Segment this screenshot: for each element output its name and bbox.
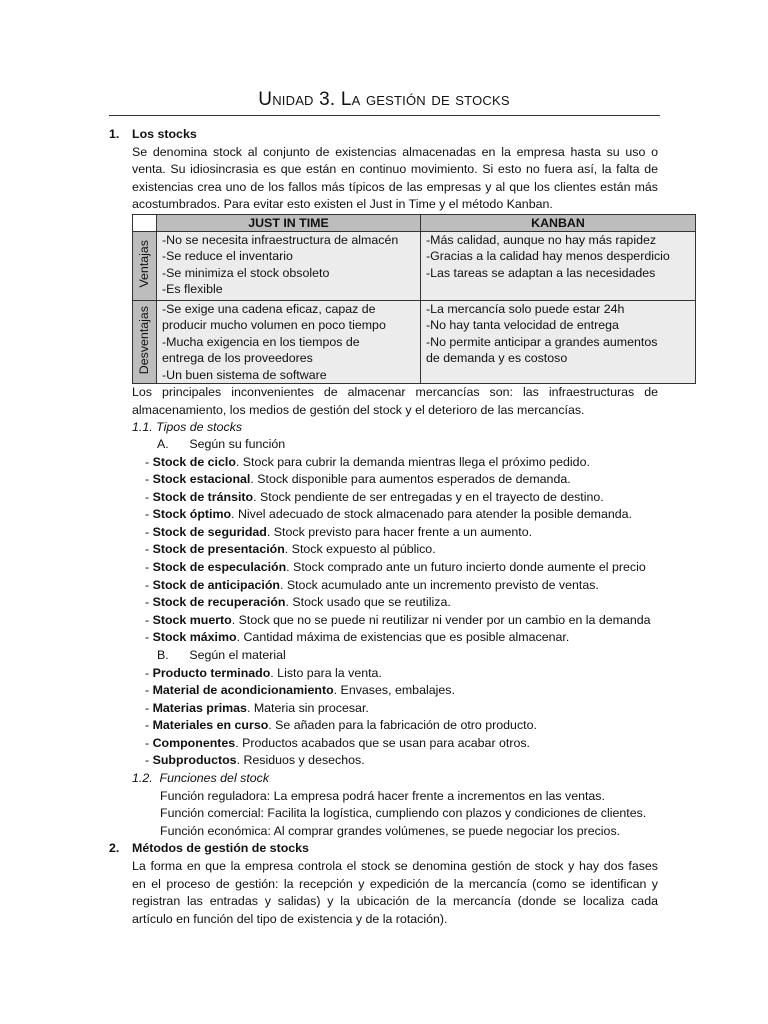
title-rule [109,115,660,116]
list-item: -Gracias a la calidad hay menos desperdicio [426,249,670,264]
list-item: -No hay tanta velocidad de entrega [426,318,619,333]
section-1-para-line: existencias crea uno de los fallos más típicos de las empresas y al que los clientes están más [132,180,658,194]
after-table-line: Los principales inconvenientes de almacenar mercancías son: las infraestructuras de [132,385,658,399]
list-item: - Stock de ciclo. Stock para cubrir la demanda mientras llega el próximo pedido. [145,455,590,469]
title-topic: La gestión de stocks [340,89,510,110]
list-item: -No permite anticipar a grandes aumentos [426,334,658,349]
list-item: -Se minimiza el stock obsoleto [162,265,330,280]
function-line: Función comercial: Facilita la logística, cumpliendo con plazos y condiciones de clientes. [160,806,647,820]
desventajas-jit-cell [157,301,421,384]
section-1-para-line: Se denomina stock al conjunto de existencias almacenadas en la empresa hasta su uso o [132,145,658,159]
group-b-heading: B. Según el material [157,648,286,662]
list-item: - Stock estacional. Stock disponible para aumentos esperados de demanda. [145,472,571,486]
list-item: -No se necesita infraestructura de almacén [162,233,399,247]
page-title [109,88,659,112]
header-just-in-time: JUST IN TIME [157,215,421,232]
list-item: - Stock máximo. Cantidad máxima de existencias que es posible almacenar. [145,630,570,644]
list-item: - Stock de presentación. Stock expuesto al público. [145,542,436,556]
list-item: -Se reduce el inventario [162,249,293,264]
row-label-desventajas: Desventajas [133,301,157,384]
list-item: -Más calidad, aunque no hay más rapidez [426,233,657,247]
section-2-heading: Métodos de gestión de stocks [132,841,309,855]
ventajas-jit-cell [157,232,421,301]
list-item: - Material de acondicionamiento. Envases, embalajes. [145,683,455,697]
list-item: - Stock de seguridad. Stock previsto para hacer frente a un aumento. [145,525,533,539]
list-item: - Stock de tránsito. Stock pendiente de ser entregadas y en el trayecto de destino. [145,490,604,504]
list-item: -Un buen sistema de software [162,367,327,382]
list-item: entrega de los proveedores [162,351,313,366]
desventajas-kanban-cell [421,301,696,384]
list-item: - Stock muerto. Stock que no se puede ni reutilizar ni vender por un cambio en la demanda [145,613,651,627]
function-line: Función reguladora: La empresa podrá hacer frente a incrementos en las ventas. [160,789,605,803]
section-2-para-line: artículo en función del tipo de existencia y de la rotación). [132,912,448,926]
table-corner-cell [133,215,157,232]
section-2-para-line: en el proceso de gestión: la recepción y expedición de la mercancía (como se identifican y [132,877,658,891]
table-header-row [133,215,696,232]
table-row [133,232,696,301]
title-unit: Unidad 3. [258,89,336,110]
list-item: - Stock de especulación. Stock comprado ante un futuro incierto donde aumente el precio [145,560,646,574]
comparison-table [132,214,696,384]
row-label-ventajas: Ventajas [133,232,157,301]
subsection-1-2-heading: 1.2. Funciones del stock [132,771,270,785]
header-kanban: KANBAN [421,215,696,232]
list-item: - Producto terminado. Listo para la venta. [145,666,382,680]
list-item: - Stock de recuperación. Stock usado que se reutiliza. [145,595,451,609]
section-1-number: 1. [109,127,120,141]
list-item: producir mucho volumen en poco tiempo [162,318,386,333]
function-line: Función económica: Al comprar grandes volúmenes, se puede negociar los precios. [160,824,621,838]
list-item: - Stock óptimo. Nivel adecuado de stock almacenado para atender la posible demanda. [145,507,632,521]
section-1-para-line: venta. Su idiosincrasia es que están en continuo movimiento. Si esto no fuera así, la falta de [132,162,658,176]
list-item: - Componentes. Productos acabados que se usan para acabar otros. [145,736,530,750]
list-item: -Se exige una cadena eficaz, capaz de [162,302,376,316]
section-1-para-line: acostumbrados. Para evitar esto existen el Just in Time y el método Kanban. [132,197,553,211]
list-item: -La mercancía solo puede estar 24h [426,302,625,316]
list-item: - Stock de anticipación. Stock acumulado ante un incremento previsto de ventas. [145,578,599,592]
list-item: -Mucha exigencia en los tiempos de [162,334,360,349]
list-item: - Materiales en curso. Se añaden para la fabricación de otro producto. [145,718,537,732]
group-a-heading: A. Según su función [157,437,286,451]
section-2-para-line: La forma en que la empresa controla el stock se denomina gestión de stock y hay dos fases [132,859,658,873]
section-2-number: 2. [109,841,120,855]
list-item: -Las tareas se adaptan a las necesidades [426,265,656,280]
list-item: de demanda y es costoso [426,351,568,366]
table-row [133,301,696,384]
ventajas-kanban-cell [421,232,696,301]
list-item: -Es flexible [162,282,223,297]
after-table-line: almacenamiento, los medios de gestión del stock y el deterioro de las mercancías. [132,403,585,417]
section-2-para-line: registran las entradas y salidas) y la ubicación de la mercancía (donde se localiza cada [132,894,658,908]
list-item: - Subproductos. Residuos y desechos. [145,753,365,767]
subsection-1-1-heading: 1.1. Tipos de stocks [132,420,243,434]
section-1-heading: Los stocks [132,127,197,141]
list-item: - Materias primas. Materia sin procesar. [145,701,369,715]
